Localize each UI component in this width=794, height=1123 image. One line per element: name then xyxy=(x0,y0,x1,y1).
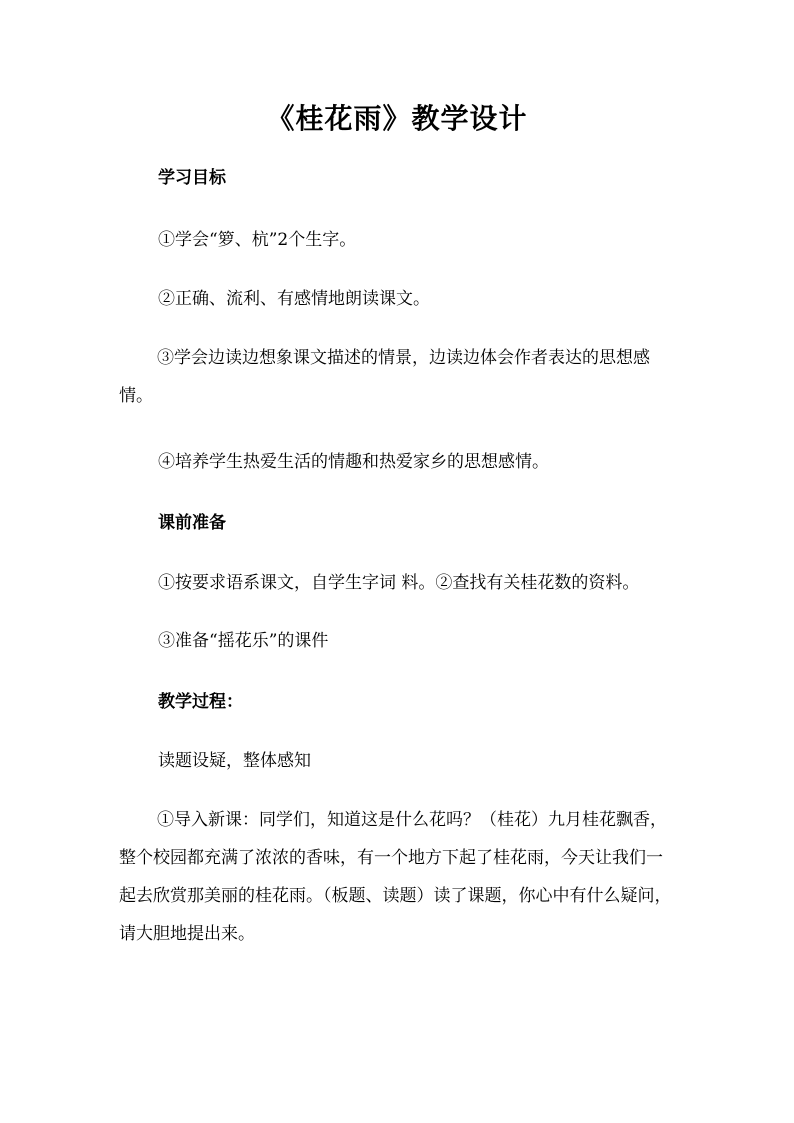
process-step-title: 读题设疑，整体感知 xyxy=(158,751,311,771)
prep-item-2: ③准备“摇花乐”的课件 xyxy=(158,631,329,651)
goal-item-2: ②正确、流利、有感情地朗读课文。 xyxy=(158,289,430,309)
section-heading-goals: 学习目标 xyxy=(158,168,226,188)
process-paragraph: ①导入新课：同学们，知道这是什么花吗？（桂花）九月桂花飘香，整个校园都充满了浓浓的香味，有一个地方下起了桂花雨，今天让我们一起去欣赏那美丽的桂花雨。（板题、读题）读了课题，你心中有什么疑问，请大胆地提出来。 xyxy=(119,810,672,944)
goal-item-1: ①学会“箩、杭”2个生字。 xyxy=(158,230,357,250)
section-heading-prep: 课前准备 xyxy=(158,513,226,533)
section-heading-process: 教学过程： xyxy=(158,692,243,712)
goal-item-4: ④培养学生热爱生活的情趣和热爱家乡的思想感情。 xyxy=(158,452,549,472)
prep-item-1: ①按要求语系课文，自学生字词 料。②查找有关桂花数的资料。 xyxy=(158,573,640,593)
document-title: 《桂花雨》教学设计 xyxy=(266,102,528,135)
goal-item-3: ③学会边读边想象课文描述的情景，边读边体会作者表达的思想感情。 xyxy=(119,348,650,406)
